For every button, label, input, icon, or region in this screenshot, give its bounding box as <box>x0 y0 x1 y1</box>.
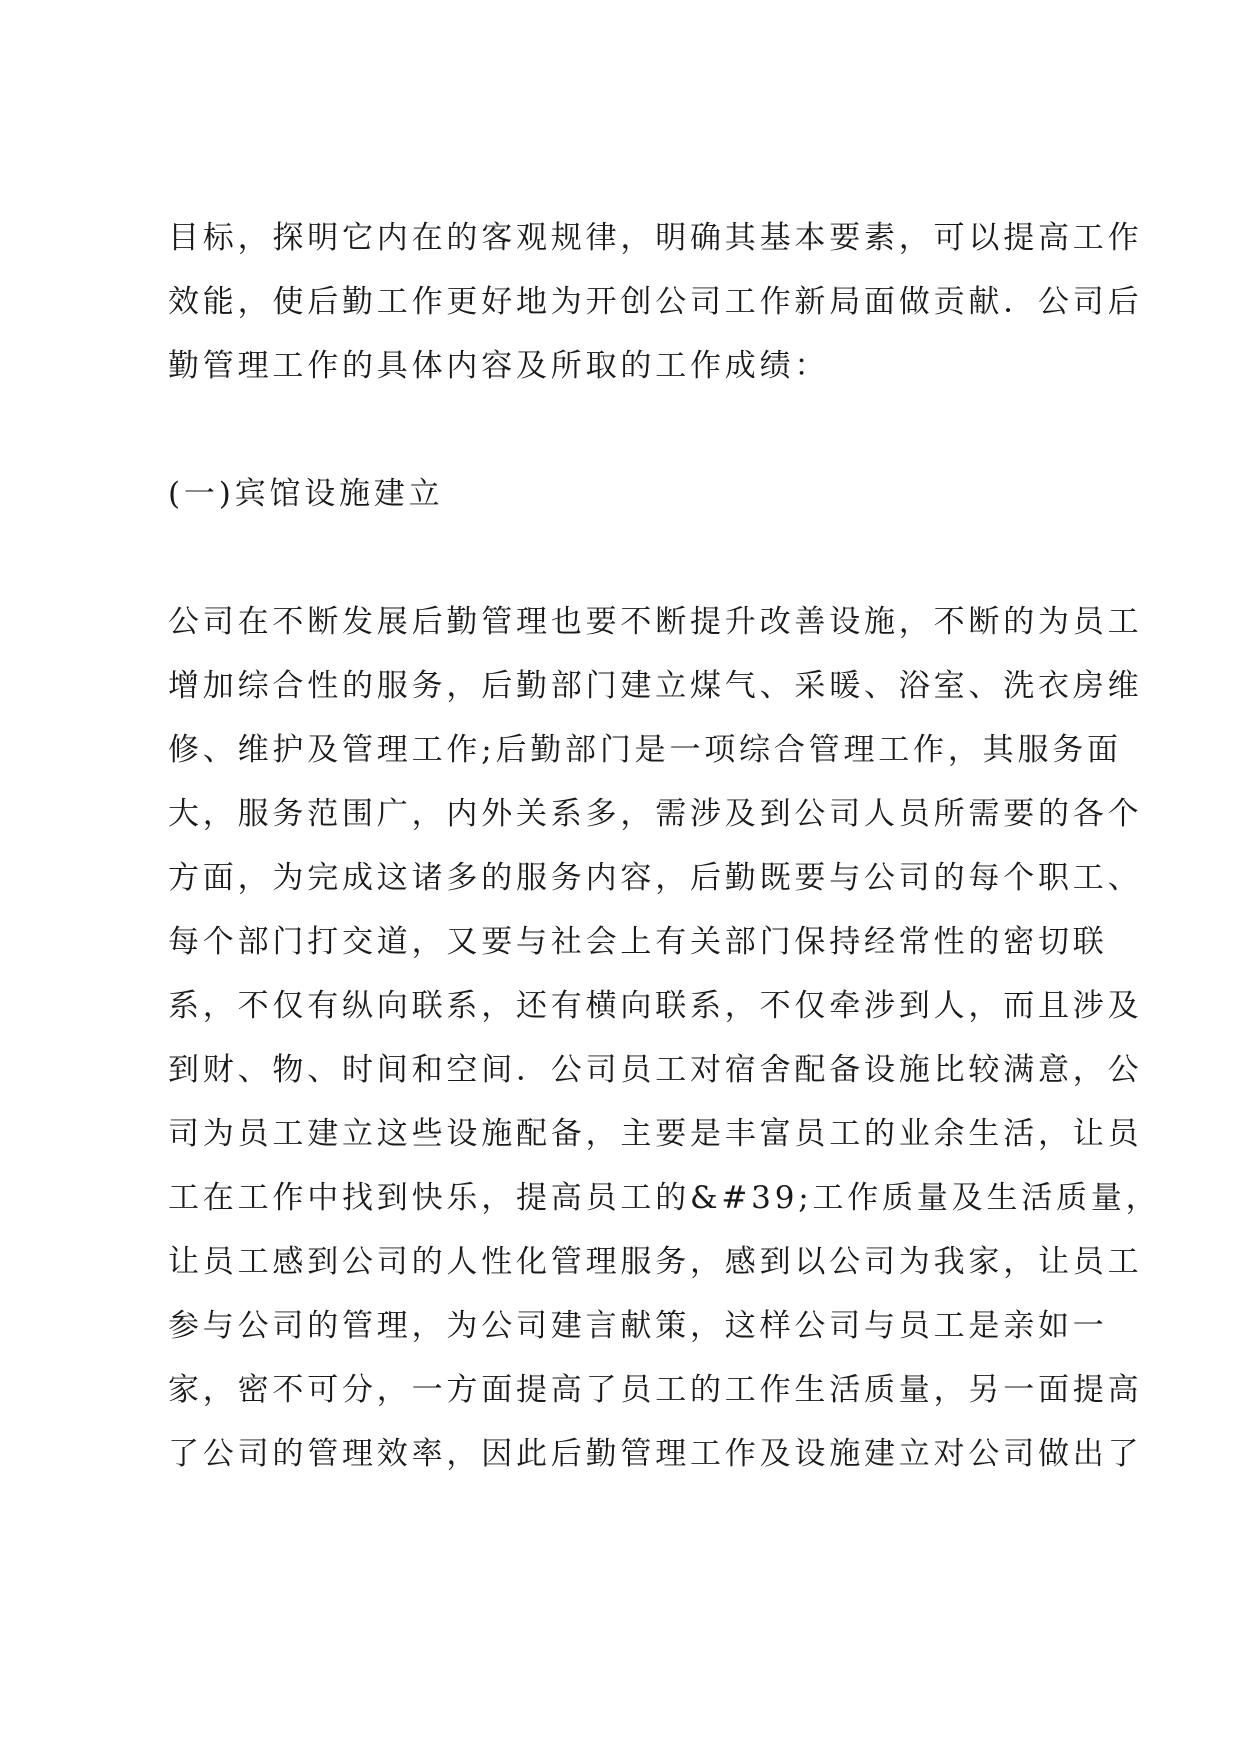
paragraph-gap <box>168 410 1098 474</box>
text-line: 工在工作中找到快乐，提高员工的&#39;工作质量及生活质量， <box>168 1180 1161 1216</box>
text-line: 到财、物、时间和空间．公司员工对宿舍配备设施比较满意，公 <box>168 1052 1143 1088</box>
text-line: 效能，使后勤工作更好地为开创公司工作新局面做贡献．公司后 <box>168 284 1143 320</box>
text-line: 参与公司的管理，为公司建言献策，这样公司与员工是亲如一 <box>168 1308 1108 1344</box>
document-body <box>168 218 1161 1498</box>
text-line: 增加综合性的服务，后勤部门建立煤气、采暖、浴室、洗衣房维 <box>168 668 1143 704</box>
text-line: 家，密不可分，一方面提高了员工的工作生活质量，另一面提高 <box>168 1372 1143 1408</box>
paragraph-intro <box>168 218 1143 410</box>
text-line: 司为员工建立这些设施配备，主要是丰富员工的业余生活，让员 <box>168 1116 1143 1152</box>
text-line: 每个部门打交道，又要与社会上有关部门保持经常性的密切联 <box>168 924 1108 960</box>
text-line: 了公司的管理效率，因此后勤管理工作及设施建立对公司做出了 <box>168 1436 1143 1472</box>
text-line: 方面，为完成这诸多的服务内容，后勤既要与公司的每个职工、 <box>168 860 1143 896</box>
paragraph-gap <box>168 538 1098 602</box>
text-line: 修、维护及管理工作;后勤部门是一项综合管理工作，其服务面 <box>168 732 1122 768</box>
text-line: 大，服务范围广，内外关系多，需涉及到公司人员所需要的各个 <box>168 796 1143 832</box>
section-heading: (一)宾馆设施建立 <box>168 476 444 512</box>
text-line: 勤管理工作的具体内容及所取的工作成绩： <box>168 348 830 384</box>
text-line: 系，不仅有纵向联系，还有横向联系，不仅牵涉到人，而且涉及 <box>168 988 1143 1024</box>
text-line: 让员工感到公司的人性化管理服务，感到以公司为我家，让员工 <box>168 1244 1143 1280</box>
text-line: 目标，探明它内在的客观规律，明确其基本要素，可以提高工作 <box>168 220 1143 256</box>
paragraph-body <box>168 602 1161 1498</box>
text-line: 公司在不断发展后勤管理也要不断提升改善设施，不断的为员工 <box>168 604 1143 640</box>
